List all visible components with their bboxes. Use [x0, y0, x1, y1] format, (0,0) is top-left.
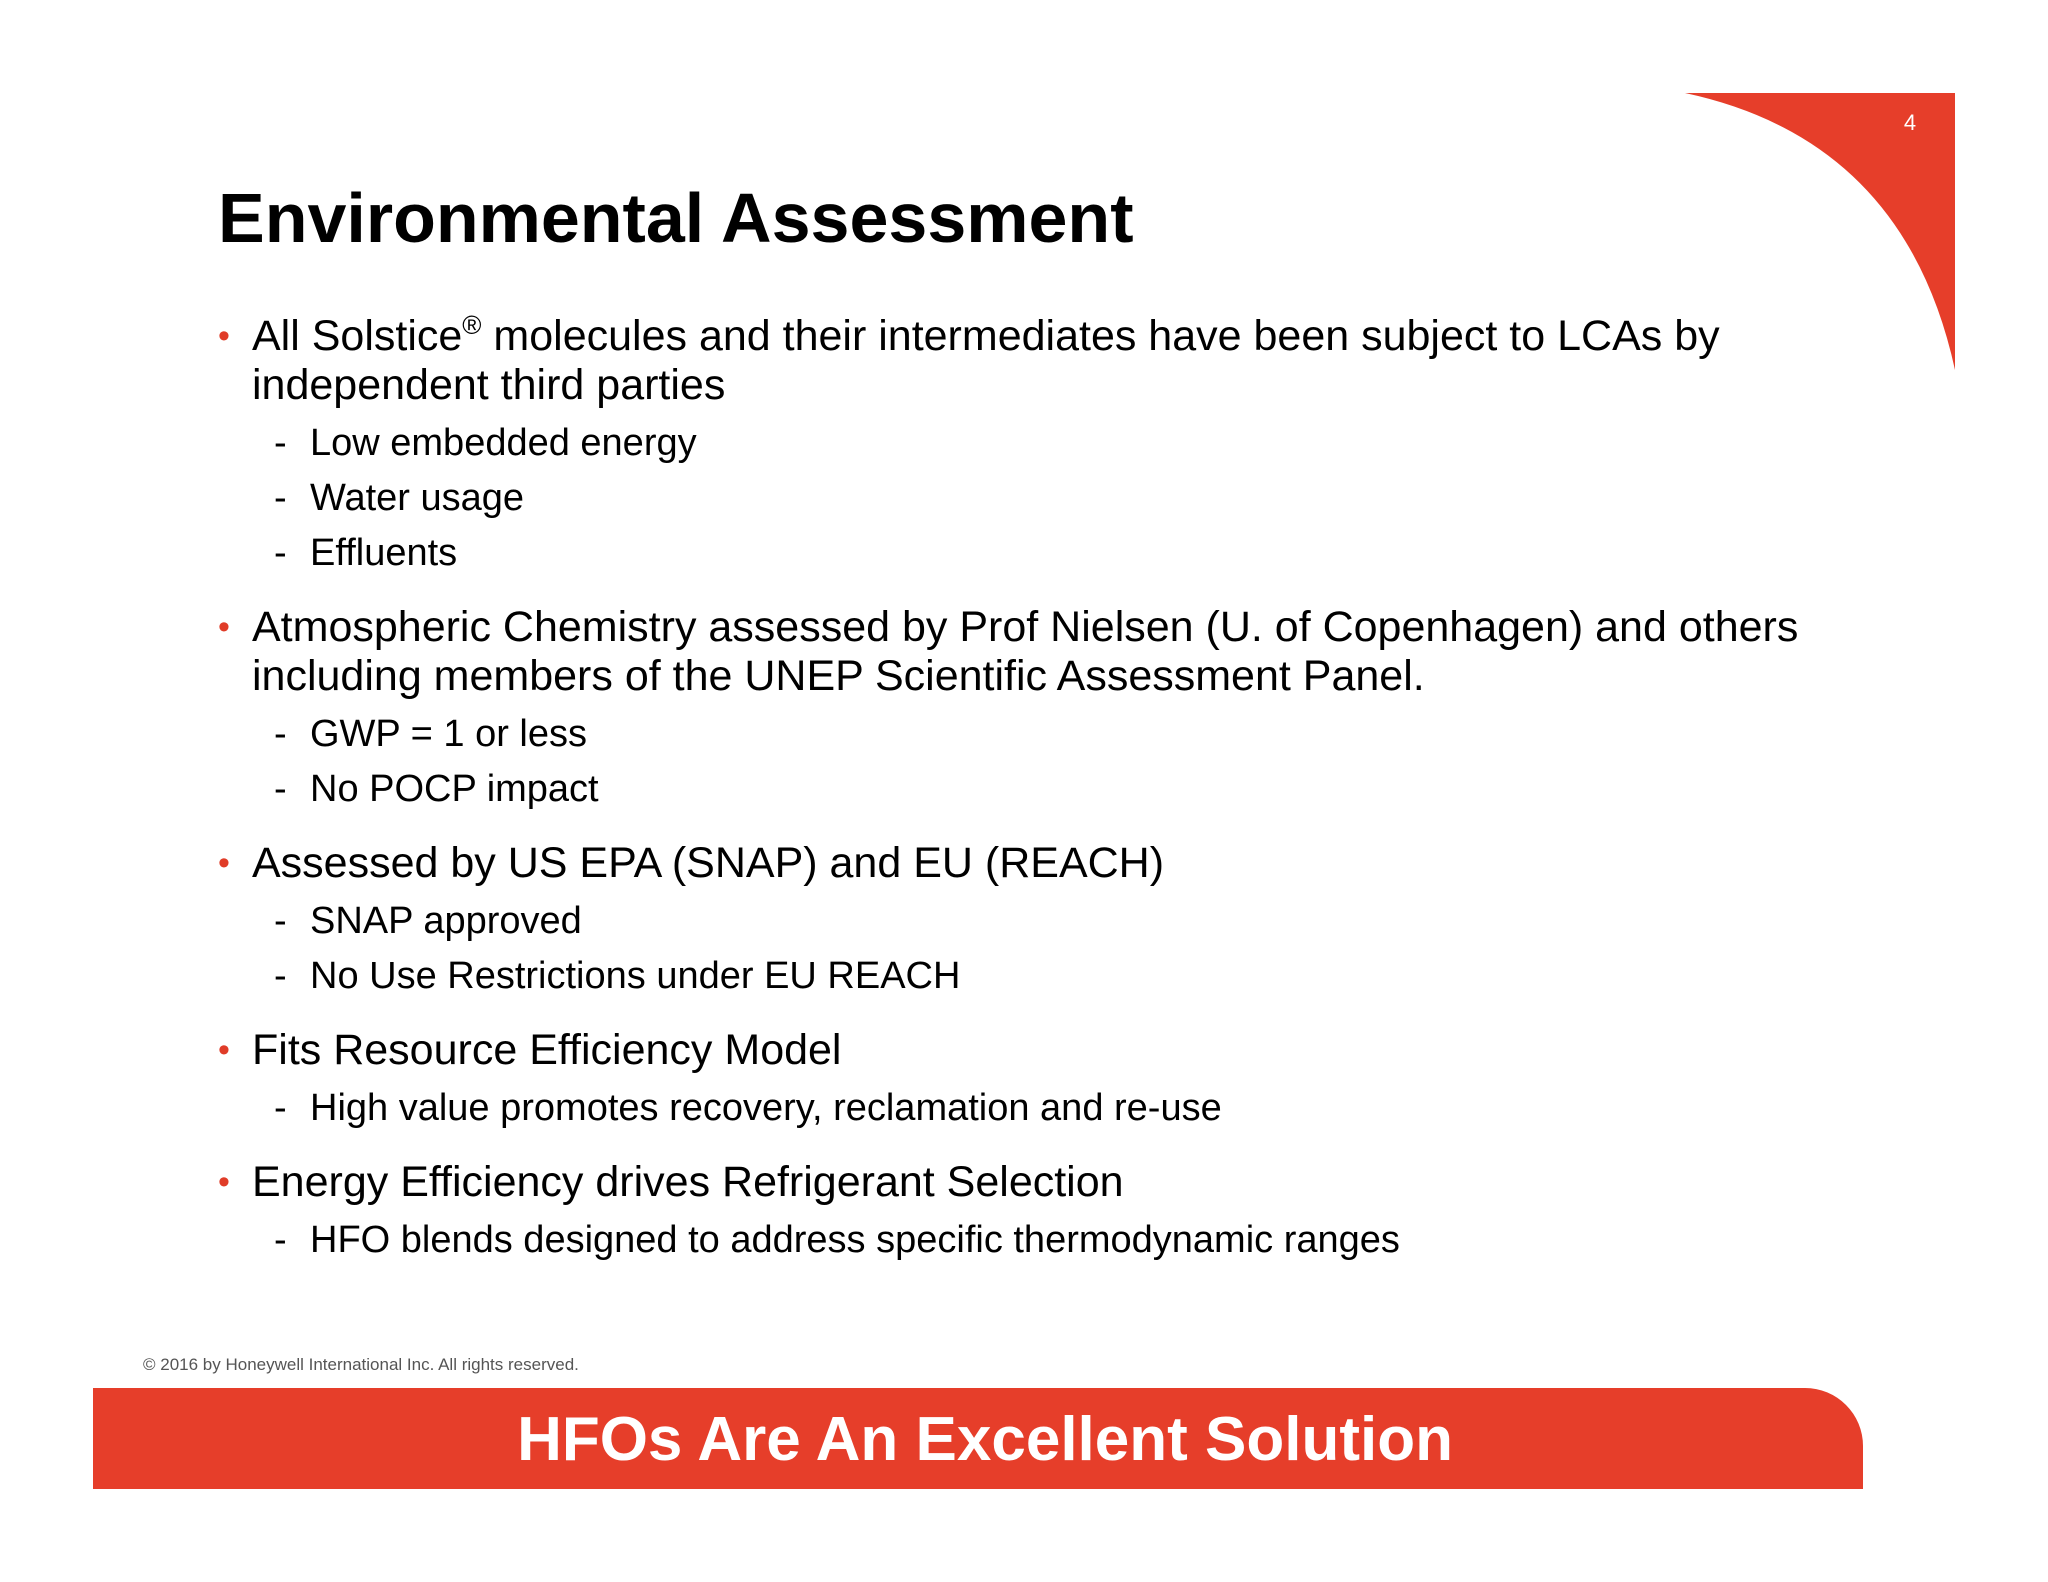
sub-bullet-item	[274, 949, 1818, 1004]
sub-bullet-item	[274, 894, 1818, 949]
bullet-text-continued: molecules and their intermediates have been subject to LCAs by independent third parties	[252, 312, 1720, 409]
bullet-item	[218, 1158, 1818, 1207]
bullet-dot: •	[218, 317, 230, 355]
sub-bullet-item	[274, 1081, 1818, 1136]
sub-bullet-list	[274, 707, 1818, 817]
sub-bullet-text: SNAP approved	[310, 900, 582, 942]
sub-bullet-text: Effluents	[310, 532, 458, 574]
sub-bullet-dash: -	[274, 477, 287, 519]
sub-bullet-list	[274, 1081, 1818, 1136]
bullet-list	[218, 312, 1818, 1290]
bullet-dot: •	[218, 608, 230, 646]
registered-mark: ®	[462, 310, 482, 340]
bullet-item	[218, 839, 1818, 888]
sub-bullet-text: High value promotes recovery, reclamation and re-use	[310, 1087, 1222, 1129]
slide-title: Environmental Assessment	[218, 179, 1134, 257]
bullet-dot: •	[218, 1031, 230, 1069]
sub-bullet-dash: -	[274, 713, 287, 755]
bullet-dot: •	[218, 844, 230, 882]
bullet-item	[218, 312, 1818, 410]
sub-bullet-item	[274, 707, 1818, 762]
sub-bullet-text: No POCP impact	[310, 768, 599, 810]
sub-bullet-text: Low embedded energy	[310, 422, 697, 464]
bullet-text: Assessed by US EPA (SNAP) and EU (REACH)	[252, 839, 1165, 887]
sub-bullet-dash: -	[274, 1087, 287, 1129]
sub-bullet-dash: -	[274, 900, 287, 942]
copyright-notice: © 2016 by Honeywell International Inc. All rights reserved.	[143, 1355, 579, 1374]
sub-bullet-list	[274, 416, 1818, 581]
sub-bullet-item	[274, 526, 1818, 581]
sub-bullet-dash: -	[274, 1219, 287, 1261]
bullet-text: All Solstice	[252, 312, 463, 360]
banner-text: HFOs Are An Excellent Solution	[517, 1405, 1453, 1474]
sub-bullet-item	[274, 471, 1818, 526]
page-number: 4	[1903, 110, 1917, 135]
sub-bullet-item	[274, 762, 1818, 817]
bullet-dot: •	[218, 1163, 230, 1201]
sub-bullet-text: GWP = 1 or less	[310, 713, 588, 755]
sub-bullet-dash: -	[274, 532, 287, 574]
sub-bullet-dash: -	[274, 768, 287, 810]
bullet-item	[218, 1026, 1818, 1075]
bullet-item	[218, 603, 1818, 701]
sub-bullet-list	[274, 894, 1818, 1004]
footer-banner	[93, 1388, 1863, 1489]
sub-bullet-text: Water usage	[310, 477, 525, 519]
bullet-text: Fits Resource Efficiency Model	[252, 1026, 842, 1074]
sub-bullet-item	[274, 416, 1818, 471]
sub-bullet-list	[274, 1213, 1818, 1268]
bullet-text: Atmospheric Chemistry assessed by Prof Nielsen (U. of Copenhagen) and others including members of the UNEP Scientific Assessment Panel.	[252, 603, 1799, 700]
sub-bullet-text: No Use Restrictions under EU REACH	[310, 955, 961, 997]
sub-bullet-text: HFO blends designed to address specific thermodynamic ranges	[310, 1219, 1400, 1261]
bullet-text: Energy Efficiency drives Refrigerant Selection	[252, 1158, 1124, 1206]
sub-bullet-dash: -	[274, 422, 287, 464]
sub-bullet-item	[274, 1213, 1818, 1268]
sub-bullet-dash: -	[274, 955, 287, 997]
